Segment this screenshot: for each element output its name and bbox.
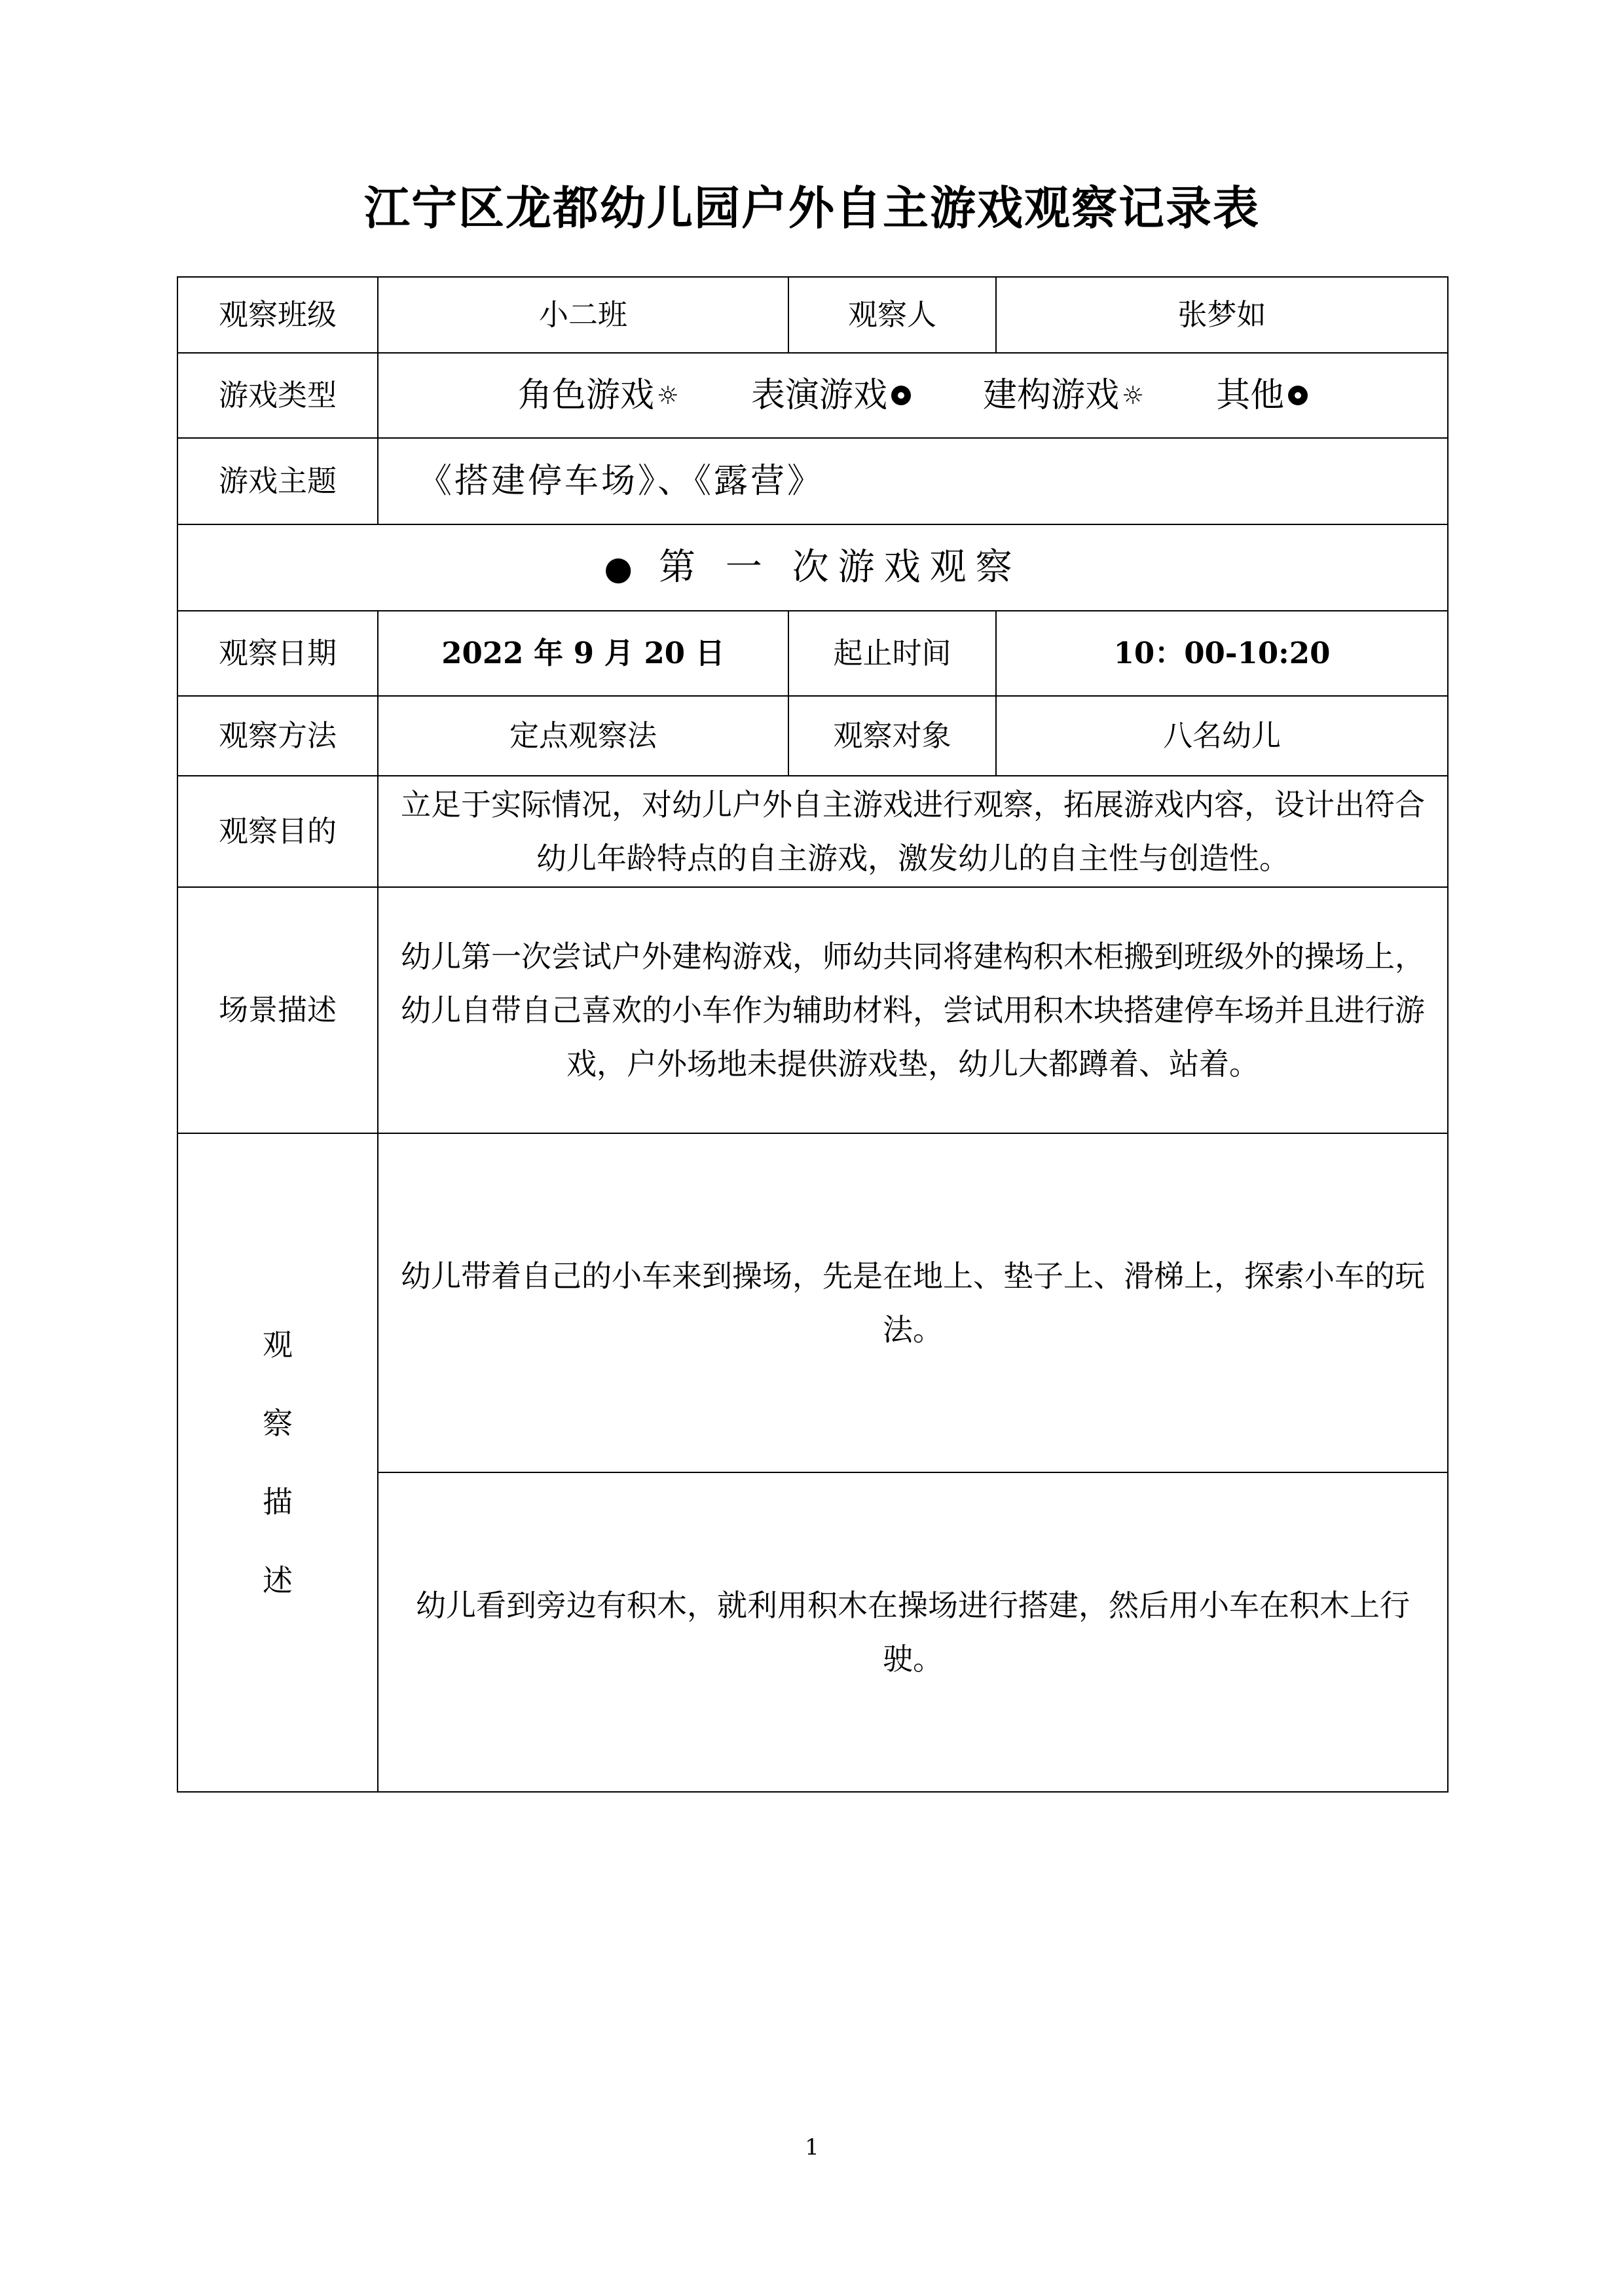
- observation-record-table: [177, 276, 1449, 1793]
- game-type-option-label: 表演游戏: [750, 376, 887, 415]
- observation-entry: 幼儿看到旁边有积木，就利用积木在操场进行搭建，然后用小车在积木上行驶。: [378, 1472, 1448, 1792]
- theme-value: 《搭建停车场》、《露营》: [378, 438, 1448, 524]
- theme-row: [177, 438, 1448, 524]
- class-value: 小二班: [378, 277, 788, 353]
- observation-label-char: 察: [263, 1406, 293, 1441]
- observation-entry: 幼儿带着自己的小车来到操场，先是在地上、垫子上、滑梯上，探索小车的玩法。: [378, 1133, 1448, 1472]
- game-type-row: [177, 353, 1448, 438]
- scene-row: [177, 887, 1448, 1133]
- purpose-label: 观察目的: [177, 776, 378, 887]
- section-title-text: 第 一 次游戏观察: [659, 545, 1022, 589]
- class-row: [177, 277, 1448, 353]
- section-row: [177, 524, 1448, 611]
- observation-row: [177, 1133, 1448, 1472]
- target-label: 观察对象: [788, 696, 996, 776]
- time-value: 10：00-10:20: [996, 611, 1448, 696]
- purpose-row: [177, 776, 1448, 887]
- game-type-option-label: 其他: [1216, 376, 1285, 415]
- method-row: [177, 696, 1448, 776]
- game-type-label: 游戏类型: [177, 353, 378, 438]
- observer-value: 张梦如: [996, 277, 1448, 353]
- theme-label: 游戏主题: [177, 438, 378, 524]
- scene-label: 场景描述: [177, 887, 378, 1133]
- observation-label-char: 观: [263, 1327, 293, 1362]
- game-type-option: [751, 373, 911, 418]
- observation-label-char: 述: [263, 1563, 293, 1598]
- game-type-options: [378, 353, 1448, 438]
- method-value: 定点观察法: [378, 696, 788, 776]
- observer-label: 观察人: [788, 277, 996, 353]
- page-title: 江宁区龙都幼儿园户外自主游戏观察记录表: [364, 181, 1260, 235]
- time-label: 起止时间: [788, 611, 996, 696]
- method-label: 观察方法: [177, 696, 378, 776]
- observation-label: [177, 1133, 378, 1792]
- class-label: 观察班级: [177, 277, 378, 353]
- game-type-option: [1216, 373, 1308, 418]
- date-row: [177, 611, 1448, 696]
- game-type-option-label: 建构游戏: [983, 376, 1120, 415]
- purpose-text: 立足于实际情况，对幼儿户外自主游戏进行观察，拓展游戏内容，设计出符合幼儿年龄特点的自主游戏，激发幼儿的自主性与创造性。: [378, 776, 1448, 887]
- game-type-option: [983, 373, 1144, 418]
- game-type-option-label: 角色游戏: [517, 376, 654, 415]
- game-type-option: [518, 373, 679, 418]
- scene-text: 幼儿第一次尝试户外建构游戏，师幼共同将建构积木柜搬到班级外的操场上，幼儿自带自己喜欢的小车作为辅助材料，尝试用积木块搭建停车场并且进行游戏，户外场地未提供游戏垫，幼儿大都蹲着、站着。: [378, 887, 1448, 1133]
- section-title: [177, 524, 1448, 611]
- gear-icon: ☼: [1122, 381, 1145, 410]
- gear-icon: ☼: [656, 381, 679, 410]
- filled-circle-icon: [891, 386, 911, 405]
- filled-circle-icon: [1288, 386, 1308, 405]
- target-value: 八名幼儿: [996, 696, 1448, 776]
- page-number: 1: [805, 2134, 819, 2160]
- date-value: 2022 年 9 月 20 日: [378, 611, 788, 696]
- bullet-icon: ●: [604, 549, 633, 587]
- observation-label-char: 描: [263, 1484, 293, 1520]
- date-label: 观察日期: [177, 611, 378, 696]
